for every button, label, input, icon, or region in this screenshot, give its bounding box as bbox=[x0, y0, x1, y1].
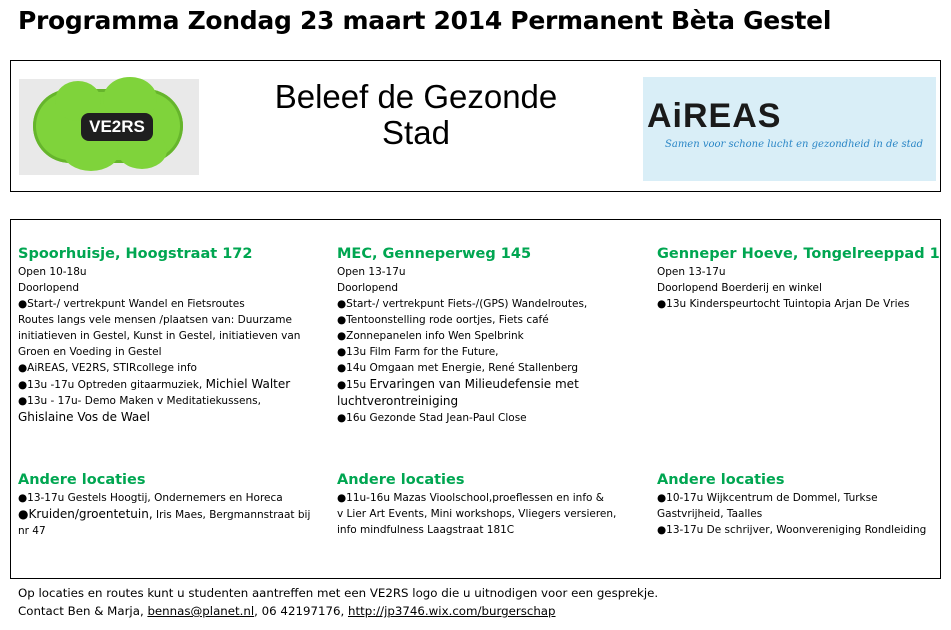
ve2rs-logo bbox=[19, 79, 199, 175]
footer-note: Op locaties en routes kunt u studenten aantreffen met een VE2RS logo die u uitnodigen voor een gesprekje. bbox=[18, 586, 659, 600]
program-line: ●Zonnepanelen info Wen Spelbrink bbox=[337, 330, 524, 342]
program-item-name: ●Kruiden/groentetuin, bbox=[18, 507, 153, 521]
program-line: Open 10-18u bbox=[18, 266, 87, 278]
program-line: Routes langs vele mensen /plaatsen van: Duurzame bbox=[18, 314, 292, 326]
contact-prefix: Contact Ben & Marja, bbox=[18, 604, 148, 618]
program-item-text: ●13u -17u Optreden gitaarmuziek, bbox=[18, 379, 206, 391]
email-link[interactable]: bennas@planet.nl bbox=[147, 604, 255, 618]
program-item-text: ●15u bbox=[337, 379, 370, 391]
program-item bbox=[337, 393, 637, 410]
program-line: ●11u-16u Mazas Vioolschool,proeflessen en info & bbox=[337, 492, 604, 504]
program-item-name: luchtverontreiniging bbox=[337, 394, 459, 408]
cloud-icon bbox=[33, 89, 183, 163]
other-locations-1 bbox=[18, 470, 323, 539]
aireas-tagline: Samen voor schone lucht en gezondheid in de stad bbox=[665, 139, 924, 150]
location-heading: MEC, Genneperweg 145 bbox=[337, 246, 532, 262]
program-line: info mindfulness Laagstraat 181C bbox=[337, 524, 515, 536]
program-item bbox=[337, 376, 637, 393]
program-line: Doorlopend bbox=[18, 282, 80, 294]
footer bbox=[18, 584, 658, 620]
program-item-name: Michiel Walter bbox=[205, 377, 291, 391]
location-column-genneper-hoeve bbox=[657, 244, 940, 312]
program-line: ●13u Film Farm for the Future, bbox=[337, 346, 499, 358]
program-box bbox=[10, 219, 941, 579]
footer-contact bbox=[18, 602, 658, 620]
program-item bbox=[18, 506, 323, 523]
program-line: Doorlopend bbox=[337, 282, 399, 294]
aireas-logo-text: AiREAS bbox=[647, 97, 782, 135]
other-locations-heading: Andere locaties bbox=[337, 472, 465, 488]
program-item bbox=[18, 409, 323, 426]
program-line: v Lier Art Events, Mini workshops, Vliegers versieren, bbox=[337, 508, 617, 520]
program-line: ●14u Omgaan met Energie, René Stallenberg bbox=[337, 362, 579, 374]
program-line: Open 13-17u bbox=[657, 266, 726, 278]
program-item-text: ●13u - 17u- Demo Maken v Meditatiekussens, bbox=[18, 395, 261, 407]
banner bbox=[10, 60, 941, 192]
website-link[interactable]: http://jp3746.wix.com/burgerschap bbox=[347, 604, 556, 618]
program-line: Open 13-17u bbox=[337, 266, 406, 278]
program-line: ●13-17u Gestels Hoogtij, Ondernemers en Horeca bbox=[18, 492, 283, 504]
other-locations-heading: Andere locaties bbox=[18, 472, 146, 488]
location-column-mec bbox=[337, 244, 637, 426]
program-line: ●Start-/ vertrekpunt Fiets-/(GPS) Wandelroutes, bbox=[337, 298, 588, 310]
other-locations-2 bbox=[337, 470, 637, 538]
program-line: Groen en Voeding in Gestel bbox=[18, 346, 162, 358]
program-line: initiatieven in Gestel, Kunst in Gestel, initiatieven van bbox=[18, 330, 301, 342]
other-locations-3 bbox=[657, 470, 942, 538]
program-item-text: ●16u Gezonde Stad Jean-Paul Close bbox=[337, 412, 527, 424]
other-locations-heading: Andere locaties bbox=[657, 472, 785, 488]
program-line: ●13-17u De schrijver, Woonvereniging Rondleiding bbox=[657, 524, 927, 536]
banner-headline bbox=[241, 79, 591, 151]
phone-number: , 06 42197176, bbox=[254, 604, 348, 618]
program-item-text: Iris Maes, Bergmannstraat bij bbox=[152, 509, 311, 521]
page-title: Programma Zondag 23 maart 2014 Permanent Bèta Gestel bbox=[18, 6, 832, 35]
program-line: ●AiREAS, VE2RS, STIRcollege info bbox=[18, 362, 197, 374]
program-item-name: Ghislaine Vos de Wael bbox=[18, 410, 150, 424]
program-line: Gastvrijheid, Taalles bbox=[657, 508, 763, 520]
program-item bbox=[337, 410, 637, 426]
program-item bbox=[18, 393, 323, 409]
headline-line-2: Stad bbox=[382, 114, 450, 151]
program-line: ●Tentoonstelling rode oortjes, Fiets café bbox=[337, 314, 549, 326]
program-line: ●Start-/ vertrekpunt Wandel en Fietsroutes bbox=[18, 298, 245, 310]
program-item-name: Ervaringen van Milieudefensie met bbox=[369, 377, 579, 391]
program-item bbox=[18, 376, 323, 393]
ve2rs-logo-text: VE2RS bbox=[81, 113, 153, 141]
location-heading: Spoorhuisje, Hoogstraat 172 bbox=[18, 246, 253, 262]
program-line: Doorlopend Boerderij en winkel bbox=[657, 282, 822, 294]
location-heading: Genneper Hoeve, Tongelreeppad 1 bbox=[657, 246, 940, 262]
program-line: ●13u Kinderspeurtocht Tuintopia Arjan De Vries bbox=[657, 298, 910, 310]
aireas-logo bbox=[643, 77, 936, 181]
program-line: ●10-17u Wijkcentrum de Dommel, Turkse bbox=[657, 492, 878, 504]
program-line: nr 47 bbox=[18, 525, 46, 537]
headline-line-1: Beleef de Gezonde bbox=[274, 78, 558, 115]
location-column-spoorhuisje bbox=[18, 244, 323, 426]
